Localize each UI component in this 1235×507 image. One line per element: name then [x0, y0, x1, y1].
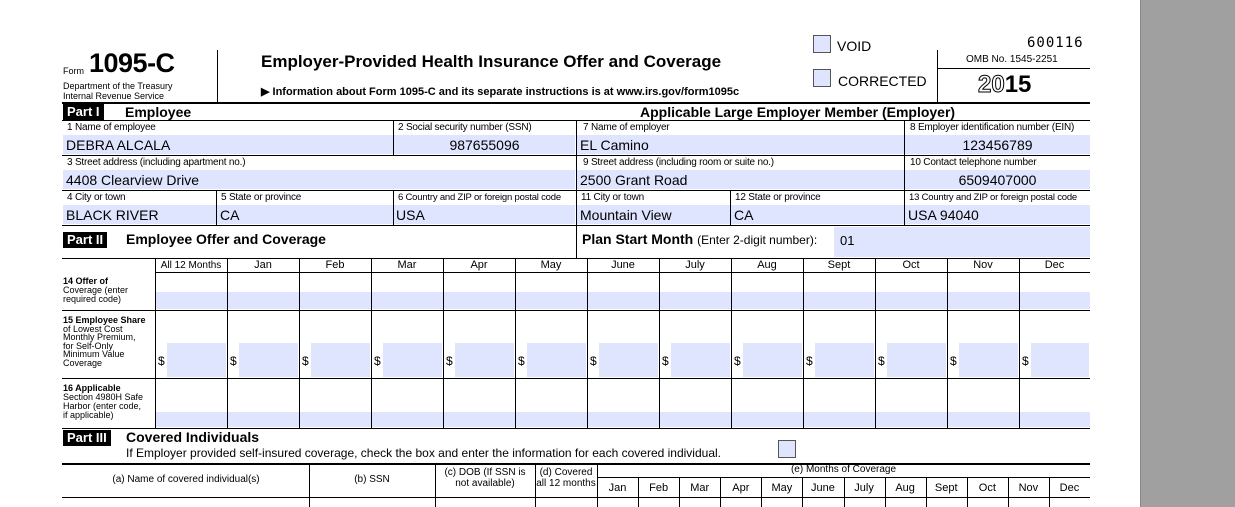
line14-june-field[interactable]	[588, 292, 659, 309]
part3-month-jan: Jan	[608, 482, 627, 494]
employee-state-label: 5 State or province	[221, 192, 302, 203]
line15-feb-dollar: $	[302, 354, 309, 368]
part3-month-nov: Nov	[1018, 482, 1039, 494]
part3-month-mar: Mar	[690, 482, 710, 494]
month-header-jan: Jan	[254, 259, 272, 271]
employee-city-field[interactable]: BLACK RIVER	[66, 207, 159, 223]
line14-apr-field[interactable]	[444, 292, 515, 309]
employee-country-zip-label: 6 Country and ZIP or foreign postal code	[398, 192, 561, 203]
dept-line1: Department of the Treasury	[63, 81, 173, 91]
line16-all12-fill	[156, 412, 227, 427]
employer-state-label: 12 State or province	[735, 192, 821, 203]
month-header-june: June	[611, 259, 635, 271]
line16-jan-field[interactable]	[228, 412, 299, 427]
part1-label: Part I	[63, 104, 104, 120]
line15-apr-field[interactable]	[455, 343, 514, 377]
part2-grid-line	[1019, 258, 1020, 428]
line15-dec-field[interactable]	[1031, 343, 1089, 377]
line15-june-field[interactable]	[599, 343, 658, 377]
month-header-july: July	[685, 259, 705, 271]
form-number: 1095-C	[89, 48, 175, 78]
omb-divider	[938, 68, 1090, 69]
employee-name-field[interactable]: DEBRA ALCALA	[66, 137, 171, 153]
line15-all12-dollar: $	[158, 354, 165, 368]
line15-dec-dollar: $	[1022, 354, 1029, 368]
line16-july-field[interactable]	[660, 412, 731, 427]
plan-start-month-field[interactable]: 01	[840, 233, 855, 248]
col-c-header: (c) DOB (If SSN is not available)	[444, 467, 526, 489]
month-header-nov: Nov	[973, 259, 993, 271]
part2-grid-line	[587, 258, 588, 428]
line15-all12-fill	[167, 343, 226, 377]
corrected-label: CORRECTED	[838, 73, 927, 89]
employer-state-field[interactable]: CA	[734, 207, 754, 223]
ssn-field[interactable]: 987655096	[449, 137, 520, 153]
line16-mar-field[interactable]	[372, 412, 443, 427]
employee-street-label: 3 Street address (including apartment no.)	[67, 157, 246, 168]
plan-start-month	[582, 231, 817, 247]
line14-nov-field[interactable]	[948, 292, 1019, 309]
part2-grid-line	[659, 258, 660, 428]
employee-name-label: 1 Name of employee	[67, 122, 156, 133]
line15-jan-field[interactable]	[239, 343, 298, 377]
line14-label: 14 Offer of Coverage (enter required code)	[63, 276, 129, 304]
part2-label: Part II	[63, 232, 107, 248]
line15-nov-field[interactable]	[959, 343, 1018, 377]
header-divider-left	[217, 50, 218, 102]
month-header-oct: Oct	[902, 259, 920, 271]
employer-street-field[interactable]: 2500 Grant Road	[580, 172, 688, 188]
line16-feb-field[interactable]	[300, 412, 371, 427]
line15-aug-field[interactable]	[743, 343, 802, 377]
part2-grid-line	[443, 258, 444, 428]
part2-grid-line	[155, 258, 156, 428]
part2-grid-line	[299, 258, 300, 428]
line15-feb-field[interactable]	[311, 343, 370, 377]
employee-street-field[interactable]: 4408 Clearview Drive	[66, 172, 200, 188]
line15-jan-dollar: $	[230, 354, 237, 368]
self-insured-checkbox[interactable]	[778, 440, 796, 458]
line15-july-field[interactable]	[671, 343, 730, 377]
line16-june-field[interactable]	[588, 412, 659, 427]
line14-jan-field[interactable]	[228, 292, 299, 309]
line14-sept-field[interactable]	[804, 292, 875, 309]
line14-may-field[interactable]	[516, 292, 587, 309]
tax-year-bold: 15	[1004, 71, 1032, 98]
line15-oct-dollar: $	[878, 354, 885, 368]
part2-grid-line	[515, 258, 516, 428]
line16-dec-field[interactable]	[1020, 412, 1090, 427]
header-divider-right	[937, 50, 938, 102]
part3-label: Part III	[63, 430, 111, 446]
dept-line2: Internal Revenue Service	[63, 91, 165, 101]
tax-year	[978, 71, 1031, 99]
plan-start-label: Plan Start Month	[582, 231, 694, 247]
part2-title: Employee Offer and Coverage	[126, 231, 326, 247]
part3-instruction: If Employer provided self-insured coverage, check the box and enter the information for each covered individual.	[126, 446, 721, 460]
corrected-checkbox[interactable]	[813, 69, 831, 87]
month-header-sept: Sept	[827, 259, 851, 271]
line15-oct-field[interactable]	[887, 343, 946, 377]
line14-oct-field[interactable]	[876, 292, 947, 309]
ssn-label: 2 Social security number (SSN)	[398, 122, 532, 133]
line14-feb-field[interactable]	[300, 292, 371, 309]
line14-july-field[interactable]	[660, 292, 731, 309]
line16-apr-field[interactable]	[444, 412, 515, 427]
part3-month-may: May	[771, 482, 793, 494]
employer-name-field[interactable]: EL Camino	[580, 137, 649, 153]
employer-city-field[interactable]: Mountain View	[580, 207, 672, 223]
line15-may-field[interactable]	[527, 343, 586, 377]
line15-may-dollar: $	[518, 354, 525, 368]
employer-name-label: 7 Name of employer	[583, 122, 670, 133]
contact-phone-field[interactable]: 6509407000	[958, 172, 1037, 188]
form-info-line: ▶ Information about Form 1095-C and its separate instructions is at www.irs.gov/form1095c	[261, 86, 740, 98]
part2-grid-line	[731, 258, 732, 428]
tax-year-outline: 20	[978, 71, 1005, 98]
form-code: 600116	[1027, 35, 1084, 51]
ein-label: 8 Employer identification number (EIN)	[910, 122, 1075, 133]
part1-title: Employee	[125, 104, 192, 120]
line15-july-dollar: $	[662, 354, 669, 368]
void-checkbox[interactable]	[813, 35, 831, 53]
col-e-header: (e) Months of Coverage	[790, 464, 897, 475]
form-title: Employer-Provided Health Insurance Offer and Coverage	[261, 52, 722, 71]
line16-oct-field[interactable]	[876, 412, 947, 427]
part2-grid-line	[947, 258, 948, 428]
month-header-mar: Mar	[397, 259, 417, 271]
line15-aug-dollar: $	[734, 354, 741, 368]
employer-street-label: 9 Street address (including room or suite no.)	[583, 157, 774, 168]
line16-sept-field[interactable]	[804, 412, 875, 427]
part3-month-oct: Oct	[978, 482, 996, 494]
line15-mar-dollar: $	[374, 354, 381, 368]
col-a-header: (a) Name of covered individual(s)	[112, 474, 260, 485]
month-header-dec: Dec	[1044, 259, 1065, 271]
form-label: Form	[63, 66, 84, 76]
month-header-apr: Apr	[470, 259, 488, 271]
employer-country-zip-field[interactable]: USA 94040	[908, 207, 979, 223]
col-b-header: (b) SSN	[354, 474, 390, 485]
part3-title: Covered Individuals	[126, 429, 260, 445]
part3-month-june: June	[811, 482, 835, 494]
employee-city-label: 4 City or town	[67, 192, 126, 203]
line14-mar-field[interactable]	[372, 292, 443, 309]
line15-mar-field[interactable]	[383, 343, 442, 377]
month-header-aug: Aug	[757, 259, 777, 271]
part3-month-sept: Sept	[934, 482, 958, 494]
employer-city-label: 11 City or town	[581, 192, 644, 203]
plan-start-hint: (Enter 2-digit number):	[697, 233, 818, 247]
part3-month-july: July	[854, 482, 874, 494]
part2-grid-line	[371, 258, 372, 428]
employee-state-field[interactable]: CA	[220, 207, 240, 223]
part2-grid-line	[875, 258, 876, 428]
line16-aug-field[interactable]	[732, 412, 803, 427]
line15-apr-dollar: $	[446, 354, 453, 368]
part3-month-apr: Apr	[732, 482, 750, 494]
line14-all12-fill	[156, 292, 227, 309]
contact-phone-label: 10 Contact telephone number	[910, 157, 1037, 168]
line16-label: 16 Applicable Section 4980H Safe Harbor (enter code, if applicable)	[63, 383, 144, 420]
ein-field[interactable]: 123456789	[962, 137, 1033, 153]
part2-grid-line	[803, 258, 804, 428]
line15-sept-dollar: $	[806, 354, 813, 368]
line15-label: 15 Employee Share of Lowest Cost Monthly Premium, for Self-Only Minimum Value Coverage	[63, 315, 146, 368]
omb-number: OMB No. 1545-2251	[966, 54, 1058, 65]
all-12-months-header: All 12 Months	[160, 260, 222, 271]
month-header-may: May	[540, 259, 562, 271]
employee-country-zip-field[interactable]: USA	[396, 207, 425, 223]
part3-month-dec: Dec	[1059, 482, 1080, 494]
part3-month-aug: Aug	[895, 482, 915, 494]
line15-sept-field[interactable]	[815, 343, 874, 377]
line14-aug-field[interactable]	[732, 292, 803, 309]
employer-section-title: Applicable Large Employer Member (Employer)	[640, 104, 956, 120]
line15-nov-dollar: $	[950, 354, 957, 368]
void-label: VOID	[837, 38, 872, 54]
part3-month-feb: Feb	[649, 482, 669, 494]
line14-dec-field[interactable]	[1020, 292, 1090, 309]
line16-may-field[interactable]	[516, 412, 587, 427]
line15-june-dollar: $	[590, 354, 597, 368]
line16-nov-field[interactable]	[948, 412, 1019, 427]
part2-grid-line	[227, 258, 228, 428]
col-d-header: (d) Covered all 12 months	[536, 467, 596, 489]
employer-country-zip-label: 13 Country and ZIP or foreign postal code	[909, 192, 1078, 203]
month-header-feb: Feb	[325, 259, 345, 271]
